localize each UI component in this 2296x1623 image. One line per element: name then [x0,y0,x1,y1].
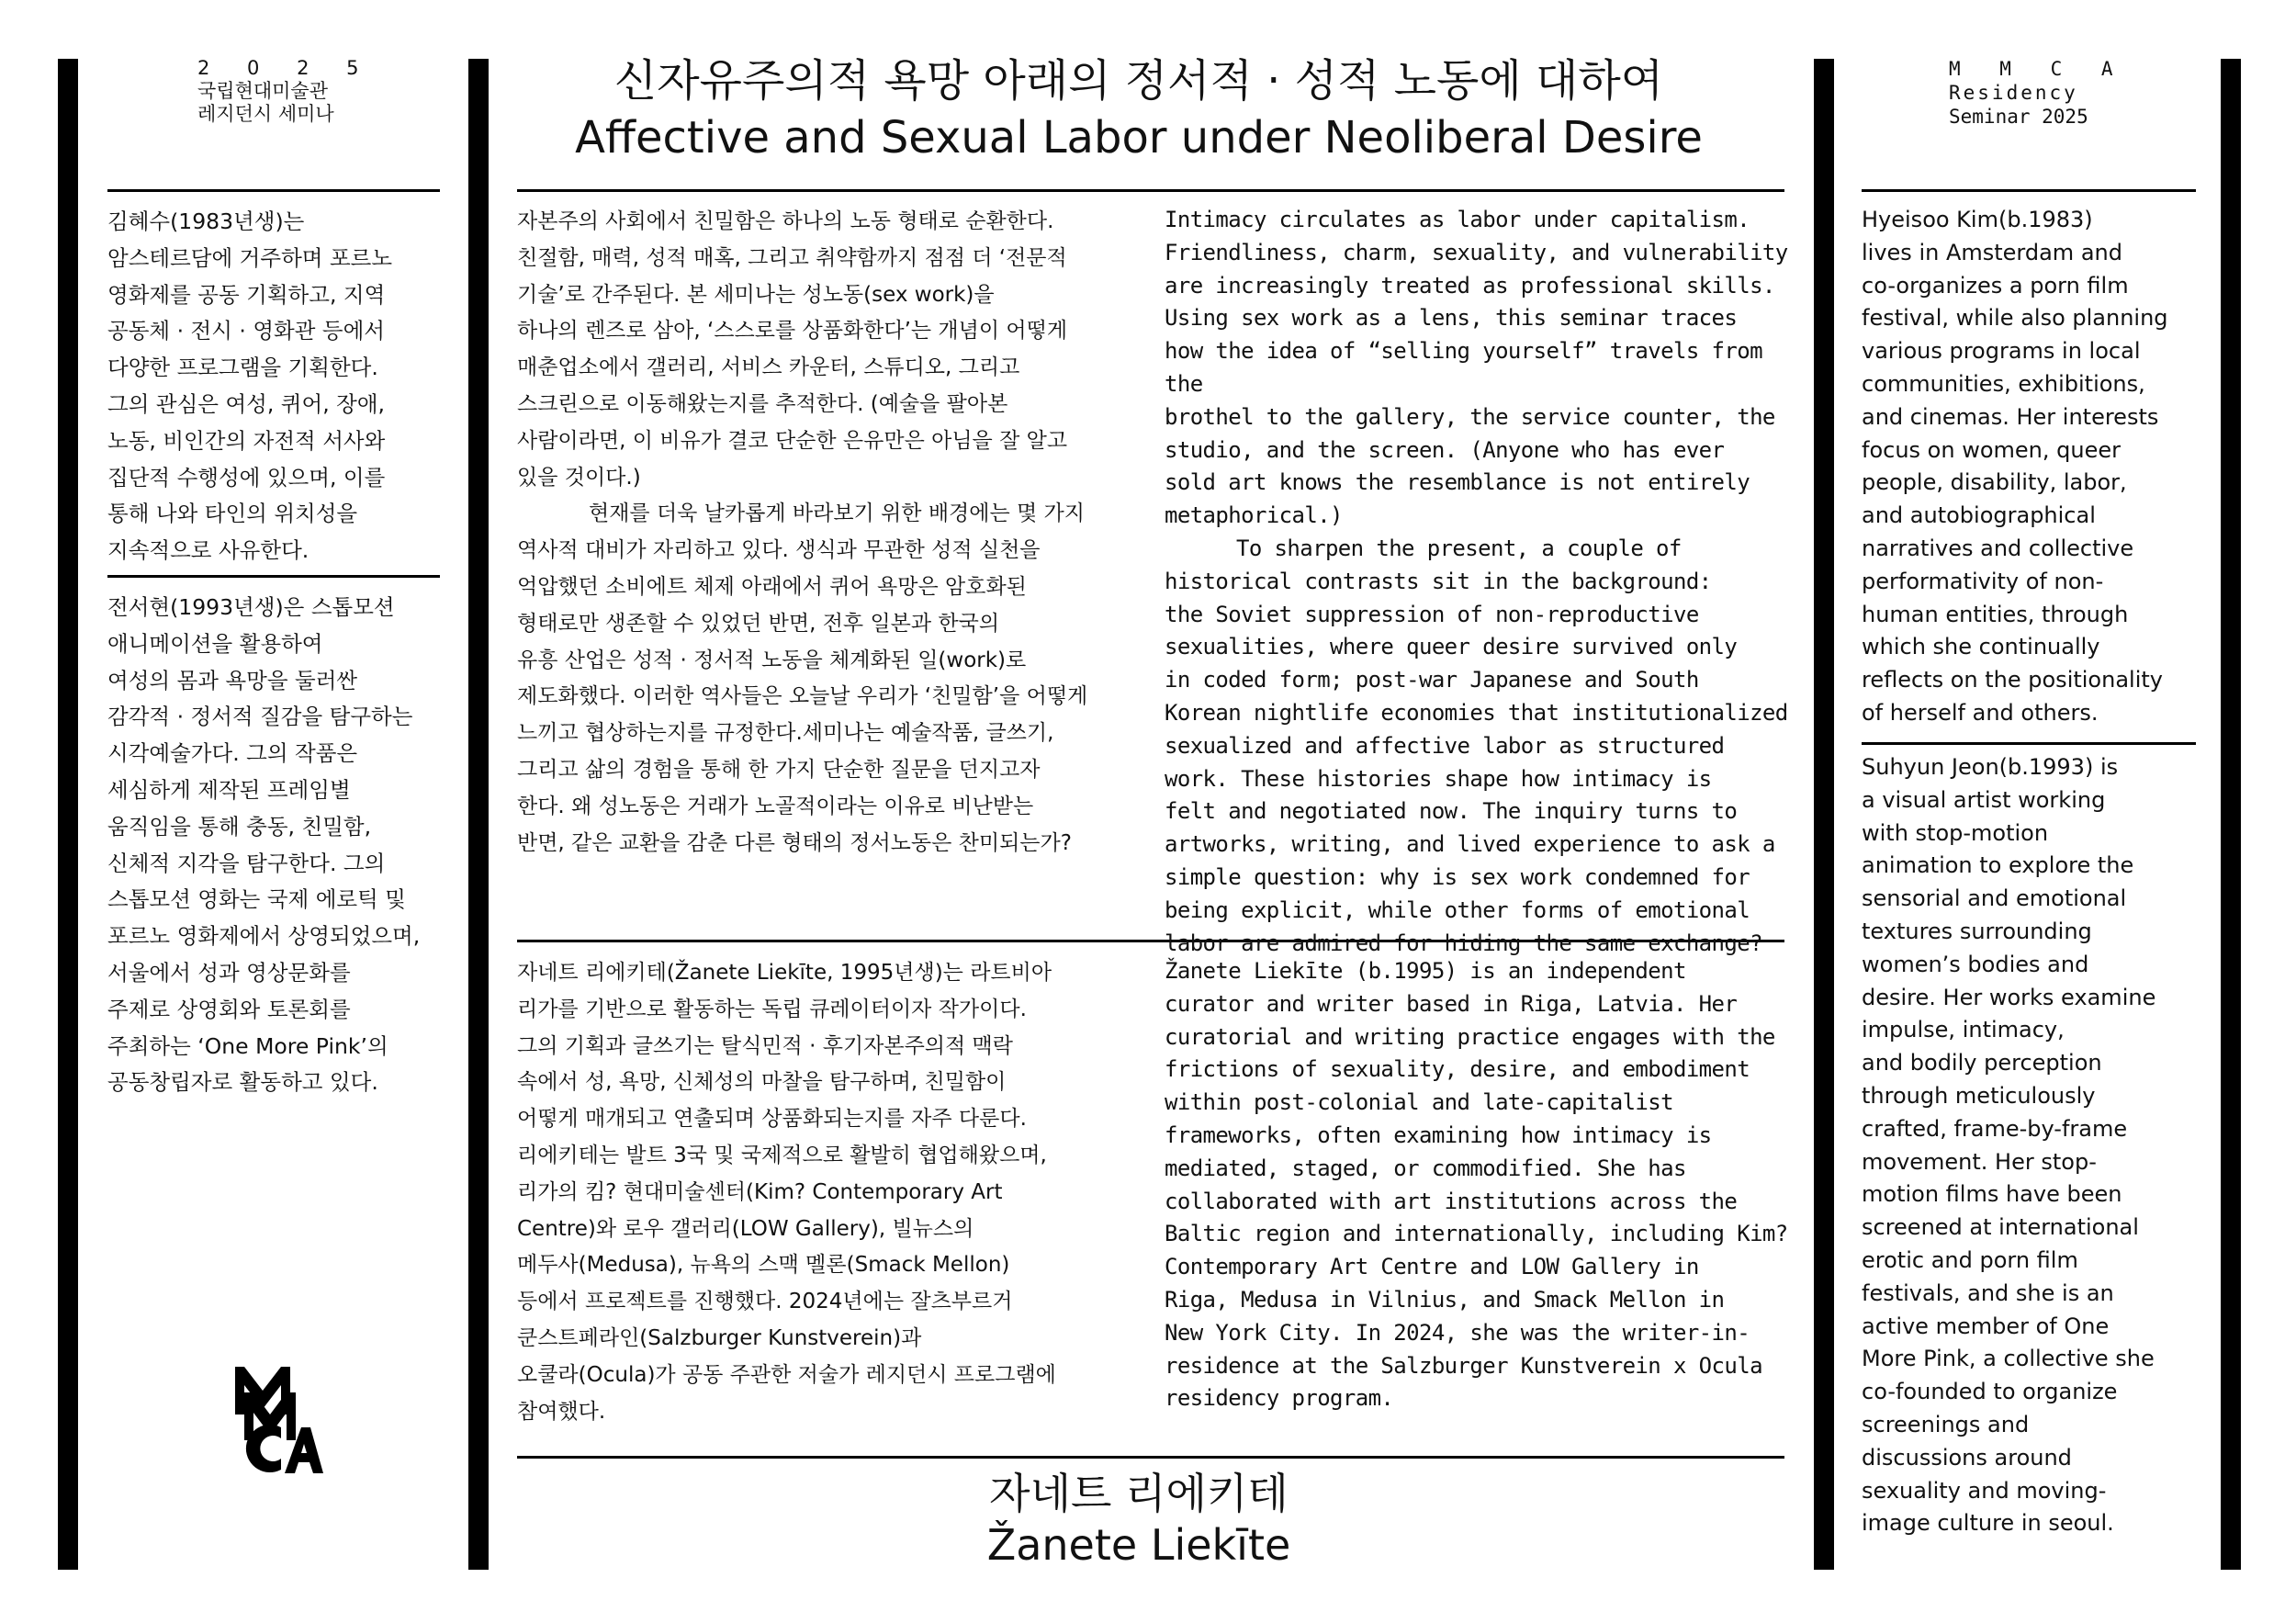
speaker-bio-line: 자네트 리에키테(Žanete Liekīte, 1995년생)는 라트비아 [517,961,1052,985]
bio-line: co-organizes a porn film [1862,272,2129,299]
seminar-line: 그리고 삶의 경험을 통해 한 가지 단순한 질문을 던지고자 [517,757,1041,782]
seminar-line: how the idea of “selling yourself” travels from the [1165,338,1762,397]
seminar-line: 사람이라면, 이 비유가 결코 단순한 은유만은 아님을 잘 알고 [517,428,1068,453]
speaker-bio-line: 그의 기획과 글쓰기는 탈식민적 · 후기자본주의적 맥락 [517,1033,1013,1058]
speaker-bio-line: mediated, staged, or commodified. She has [1165,1155,1686,1181]
bio-line: narratives and collective [1862,535,2134,561]
header-seminar: Seminar 2025 [1949,106,2088,128]
header-org: 국립현대미술관 [197,80,329,102]
bio-line: communities, exhibitions, [1862,370,2145,397]
page-title [496,53,1782,165]
bio-line: women’s bodies and [1862,951,2089,977]
seminar-line: 자본주의 사회에서 친밀함은 하나의 노동 형태로 순환한다. [517,209,1054,233]
bio-line: 영화제를 공동 기획하고, 지역 [107,281,386,308]
seminar-line: 하나의 렌즈로 삼아, ‘스스로를 상품화한다’는 개념이 어떻게 [517,319,1068,344]
bio-line: 감각적 · 정서적 질감을 탐구하는 [107,704,413,730]
bio-line: reflects on the positionality [1862,667,2163,693]
rule-right-mid [1862,742,2196,745]
speaker-name-korean: 자네트 리에키테 [989,1469,1289,1518]
seminar-line: metaphorical.) [1165,502,1343,529]
seminar-line: labor are admired for hiding the same exchange? [1165,930,1762,956]
bio-line: 포르노 영화제에서 상영되었으며, [107,923,421,950]
bio-line: 집단적 수행성에 있으며, 이를 [107,464,386,490]
speaker-bio-line: Žanete Liekīte (b.1995) is an independent [1165,958,1686,984]
bio-line: discussions around [1862,1444,2072,1471]
bio-line: performativity of non- [1862,568,2104,594]
bio-line: 전서현(1993년생)은 스톱모션 [107,594,395,620]
seminar-line: being explicit, while other forms of emotional [1165,896,1750,923]
bio-line: 움직임을 통해 충동, 친밀함, [107,813,372,840]
bio-line: and autobiographical [1862,502,2096,529]
bio-line: textures surrounding [1862,918,2092,944]
bio-line: 노동, 비인간의 자전적 서사와 [107,427,386,454]
bio-line: 여성의 몸과 욕망을 둘러싼 [107,667,358,693]
seminar-line: 반면, 같은 교환을 감춘 다른 형태의 정서노동은 찬미되는가? [517,830,1072,855]
seminar-line: Using sex work as a lens, this seminar traces [1165,305,1738,332]
bio-line: various programs in local [1862,338,2141,365]
bio-line: screenings and [1862,1411,2030,1437]
seminar-line: are increasingly treated as professional skills. [1165,272,1775,299]
header-residency: Residency [1949,82,2078,104]
bio-line: festival, while also planning [1862,305,2168,332]
speaker-bio-line: Centre)와 로우 갤러리(LOW Gallery), 빌뉴스의 [517,1216,974,1241]
bio-line: animation to explore the [1862,852,2134,879]
seminar-line: sexualities, where queer desire survived only [1165,634,1738,660]
bio-line: image culture in seoul. [1862,1510,2114,1537]
bio-line: 신체적 지각을 탐구한다. 그의 [107,850,386,876]
speaker-bio-korean [517,955,1151,1430]
bio-line: sexuality and moving- [1862,1477,2107,1504]
bio-line: human entities, through [1862,601,2129,627]
speaker-bio-line: New York City. In 2024, she was the writer-in- [1165,1319,1750,1346]
speaker-bio-line: 오쿨라(Ocula)가 공동 주관한 저술가 레지던시 프로그램에 [517,1362,1056,1387]
seminar-line: 현재를 더욱 날카롭게 바라보기 위한 배경에는 몇 가지 [589,502,1085,526]
title-korean: 신자유주의적 욕망 아래의 정서적 · 성적 노동에 대하여 [613,55,1664,107]
bio-line: of herself and others. [1862,699,2099,726]
bio-line: 시각예술가다. 그의 작품은 [107,740,358,767]
speaker-bio-line: frameworks, often examining how intimacy is [1165,1121,1712,1148]
left-inner-bar [468,59,489,1570]
bio-line: 암스테르담에 거주하며 포르노 [107,244,393,271]
seminar-line: brothel to the gallery, the service counter, the [1165,403,1775,430]
seminar-line: the Soviet suppression of non-reproductive [1165,601,1699,627]
rule-left-mid [107,575,440,578]
seminar-line: 매춘업소에서 갤러리, 서비스 카운터, 스튜디오, 그리고 [517,355,1020,380]
seminar-english [1165,204,1807,960]
header-year: 2 0 2 5 [197,57,375,79]
seminar-line: Friendliness, charm, sexuality, and vulnerability [1165,239,1788,265]
header-program: 레지던시 세미나 [197,103,334,125]
bio-line: Hyeisoo Kim(b.1983) [1862,207,2093,232]
speaker-bio-line: 리가의 킴? 현대미술센터(Kim? Contemporary Art [517,1179,1003,1204]
speaker-name-english: Žanete Liekīte [986,1520,1291,1570]
rule-center-top [517,189,1784,192]
seminar-line: felt and negotiated now. The inquiry turns to [1165,798,1738,825]
bio-line: movement. Her stop- [1862,1148,2097,1175]
speaker-bio-line: residence at the Salzburger Kunstverein x Ocula [1165,1352,1762,1379]
bio-line: a visual artist working [1862,786,2106,813]
speaker-bio-line: Contemporary Art Centre and LOW Gallery in [1165,1254,1699,1280]
speaker-bio-line: 속에서 성, 욕망, 신체성의 마찰을 탐구하며, 친밀함이 [517,1070,1007,1095]
bio-line: focus on women, queer [1862,436,2121,463]
header-right [1949,57,2127,129]
bio-line: lives in Amsterdam and [1862,239,2122,265]
seminar-line: artworks, writing, and lived experience to ask a [1165,831,1775,858]
seminar-line: Korean nightlife economies that institutionalized [1165,699,1788,726]
seminar-line: historical contrasts sit in the background: [1165,568,1712,594]
seminar-line: sold art knows the resemblance is not entirely [1165,469,1750,496]
speaker-bio-line: 등에서 프로젝트를 진행했다. 2024년에는 잘츠부르거 [517,1290,1013,1314]
seminar-line: 기술’로 간주된다. 본 세미나는 성노동(sex work)을 [517,282,995,307]
bio-jeon-english [1862,751,2201,1540]
bio-line: active member of One [1862,1313,2110,1339]
bio-line: 세심하게 제작된 프레임별 [107,776,351,803]
bio-line: motion films have been [1862,1181,2122,1208]
speaker-bio-line: 쿤스트페라인(Salzburger Kunstverein)과 [517,1325,922,1350]
speaker-bio-line: curatorial and writing practice engages with the [1165,1023,1775,1050]
bio-line: 다양한 프로그램을 기획한다. [107,355,378,381]
speaker-bio-english [1165,955,1807,1415]
seminar-line: work. These histories shape how intimacy is [1165,765,1712,792]
bio-kim-korean [107,204,447,569]
bio-line: 지속적으로 사유한다. [107,537,310,564]
seminar-line: 느끼고 협상하는지를 규정한다.세미나는 예술작품, 글쓰기, [517,721,1054,746]
bio-line: festivals, and she is an [1862,1279,2114,1306]
right-edge-bar [2221,59,2241,1570]
left-edge-bar [58,59,78,1570]
speaker-bio-line: collaborated with art institutions across the [1165,1188,1738,1214]
speaker-bio-line: residency program. [1165,1385,1394,1412]
bio-line: 서울에서 성과 영상문화를 [107,959,351,986]
bio-line: sensorial and emotional [1862,885,2127,912]
bio-line: which she continually [1862,634,2100,660]
bio-line: 애니메이션을 활용하여 [107,630,323,657]
seminar-line: 제도화했다. 이러한 역사들은 오늘날 우리가 ‘친밀함’을 어떻게 [517,684,1088,709]
speaker-bio-line: 리에키테는 발트 3국 및 국제적으로 활발히 협업해왔으며, [517,1143,1047,1167]
bio-line: desire. Her works examine [1862,984,2156,1010]
speaker-bio-line: 어떻게 매개되고 연출되며 상품화되는지를 자주 다룬다. [517,1107,1027,1132]
rule-center-bottom [517,1456,1784,1459]
seminar-line: studio, and the screen. (Anyone who has ever [1165,436,1725,463]
speaker-bio-line: Riga, Medusa in Vilnius, and Smack Mellon in [1165,1286,1725,1313]
right-inner-bar [1814,59,1834,1570]
bio-line: co-founded to organize [1862,1379,2118,1405]
rule-left-top [107,189,440,192]
seminar-line: To sharpen the present, a couple of [1236,535,1682,561]
header-left [197,57,374,126]
speaker-bio-line: 메두사(Medusa), 뉴욕의 스맥 멜론(Smack Mellon) [517,1253,1010,1278]
speaker-bio-line: curator and writer based in Riga, Latvia. Her [1165,990,1738,1017]
speaker-bio-line: 리가를 기반으로 활동하는 독립 큐레이터이자 작가이다. [517,997,1027,1021]
rule-right-top [1862,189,2196,192]
header-mmca: M M C A [1949,58,2127,80]
speaker-name [496,1468,1782,1571]
bio-line: and cinemas. Her interests [1862,403,2159,430]
seminar-line: 있을 것이다.) [517,465,641,490]
bio-kim-english [1862,204,2201,730]
seminar-line: sexualized and affective labor as structured [1165,732,1725,759]
bio-jeon-korean [107,590,447,1101]
bio-line: 김혜수(1983년생)는 [107,209,305,234]
seminar-line: simple question: why is sex work condemned for [1165,863,1750,890]
seminar-korean [517,204,1151,862]
bio-line: through meticulously [1862,1082,2096,1109]
seminar-line: 유흥 산업은 성적 · 정서적 노동을 체계화된 일(work)로 [517,648,1027,672]
mmca-logo [231,1361,323,1476]
seminar-line: 스크린으로 이동해왔는지를 추적한다. (예술을 팔아본 [517,391,1008,416]
bio-line: screened at international [1862,1214,2139,1241]
bio-line: Suhyun Jeon(b.1993) is [1862,754,2119,780]
bio-line: 주최하는 ‘One More Pink’의 [107,1032,388,1059]
seminar-line: Intimacy circulates as labor under capitalism. [1165,207,1750,232]
bio-line: impulse, intimacy, [1862,1017,2065,1043]
bio-line: people, disability, labor, [1862,469,2127,496]
bio-line: 주제로 상영회와 토론회를 [107,996,351,1022]
seminar-line: 한다. 왜 성노동은 거래가 노골적이라는 이유로 비난받는 [517,794,1034,818]
bio-line: crafted, frame-by-frame [1862,1115,2128,1142]
bio-line: 스톱모션 영화는 국제 에로틱 및 [107,886,406,913]
title-english: Affective and Sexual Labor under Neoliberal Desire [575,112,1703,163]
bio-line: with stop-motion [1862,819,2049,846]
bio-line: and bodily perception [1862,1050,2102,1076]
bio-line: 공동체 · 전시 · 영화관 등에서 [107,318,386,344]
speaker-bio-line: frictions of sexuality, desire, and embodiment [1165,1056,1750,1083]
speaker-bio-line: within post-colonial and late-capitalist [1165,1089,1673,1116]
bio-line: 통해 나와 타인의 위치성을 [107,501,358,527]
seminar-line: 친절함, 매력, 성적 매혹, 그리고 취약함까지 점점 더 ‘전문적 [517,245,1067,270]
bio-line: erotic and porn film [1862,1246,2078,1273]
bio-line: More Pink, a collective she [1862,1346,2155,1372]
seminar-line: 형태로만 생존할 수 있었던 반면, 전후 일본과 한국의 [517,611,1000,636]
speaker-bio-line: Baltic region and internationally, including Kim? [1165,1221,1788,1247]
seminar-line: in coded form; post-war Japanese and South [1165,667,1699,693]
bio-line: 그의 관심은 여성, 퀴어, 장애, [107,390,386,417]
bio-line: 공동창립자로 활동하고 있다. [107,1069,378,1096]
seminar-line: 억압했던 소비에트 체제 아래에서 퀴어 욕망은 암호화된 [517,574,1027,599]
speaker-bio-line: 참여했다. [517,1399,606,1424]
seminar-line: 역사적 대비가 자리하고 있다. 생식과 무관한 성적 실천을 [517,538,1041,563]
